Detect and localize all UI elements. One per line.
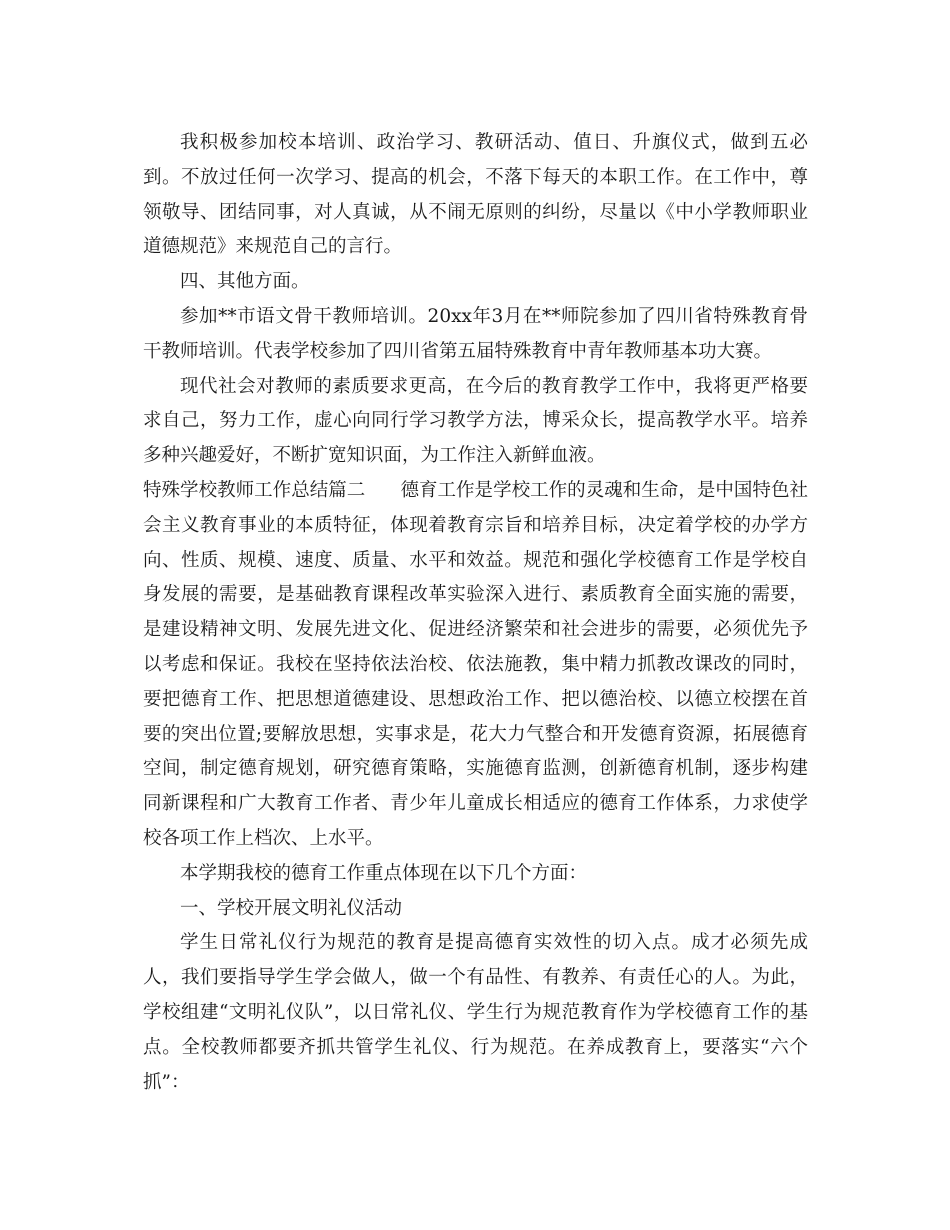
heading-other-aspects: 四、其他方面。 [180, 271, 310, 293]
paragraph-moral-education: 德育工作是学校工作的灵魂和生命，是中国特色社会主义教育事业的本质特征，体现着教育宗旨和培养目标，决定着学校的办学方向、性质、规模、速度、质量、水平和效益。规范和强化学校德育工作是学校自身发展的需要，是基础教育课程改革实验深入进行、素质教育全面实施的需要，是建设精神文明、发展先进文化、促进经济繁荣和社会进步的需要，必须优先予以考虑和保证。我校在坚持依法治校、依法施教，集中精力抓教改课改的同时，要把德育工作、把思想道德建设、思想政治工作、把以德治校、以德立校摆在首要的突出位置;要解放思想，实事求是，花大力气整合和开发德育资源，拓展德育空间，制定德育规划，研究德育策略，实施德育监测，创新德育机制，逐步构建同新课程和广大教育工作者、青少年儿童成长相适应的德育工作体系，力求使学校各项工作上档次、上水平。 [143, 479, 808, 849]
heading-etiquette-activity: 一、学校开展文明礼仪活动 [180, 897, 403, 919]
section-title: 特殊学校教师工作总结篇二 [143, 479, 366, 501]
paragraph-future-goals: 现代社会对教师的素质要求更高，在今后的教育教学工作中，我将更严格要求自己，努力工作，虚心向同行学习教学方法，博采众长，提高教学水平。培养多种兴趣爱好，不断扩宽知识面，为工作注入新鲜血液。 [143, 375, 808, 467]
paragraph-participation: 我积极参加校本培训、政治学习、教研活动、值日、升旗仪式，做到五必到。不放过任何一次学习、提高的机会，不落下每天的本职工作。在工作中，尊领敬导、团结同事，对人真诚，从不闹无原则的纠纷，尽量以《中小学教师职业道德规范》来规范自己的言行。 [143, 132, 808, 258]
paragraph-key-points-intro: 本学期我校的德育工作重点体现在以下几个方面： [180, 862, 588, 884]
paragraph-training: 参加**市语文骨干教师培训。20xx年3月在**师院参加了四川省特殊教育骨干教师培训。代表学校参加了四川省第五届特殊教育中青年教师基本功大赛。 [143, 305, 808, 362]
paragraph-etiquette-education: 学生日常礼仪行为规范的教育是提高德育实效性的切入点。成才必须先成人，我们要指导学生学会做人，做一个有品性、有教养、有责任心的人。为此，学校组建“文明礼仪队”，以日常礼仪、学生行为规范教育作为学校德育工作的基点。全校教师都要齐抓共管学生礼仪、行为规范。在养成教育上，要落实“六个抓”： [143, 932, 808, 1093]
section-two-block [143, 474, 808, 857]
document-page [143, 126, 808, 1100]
